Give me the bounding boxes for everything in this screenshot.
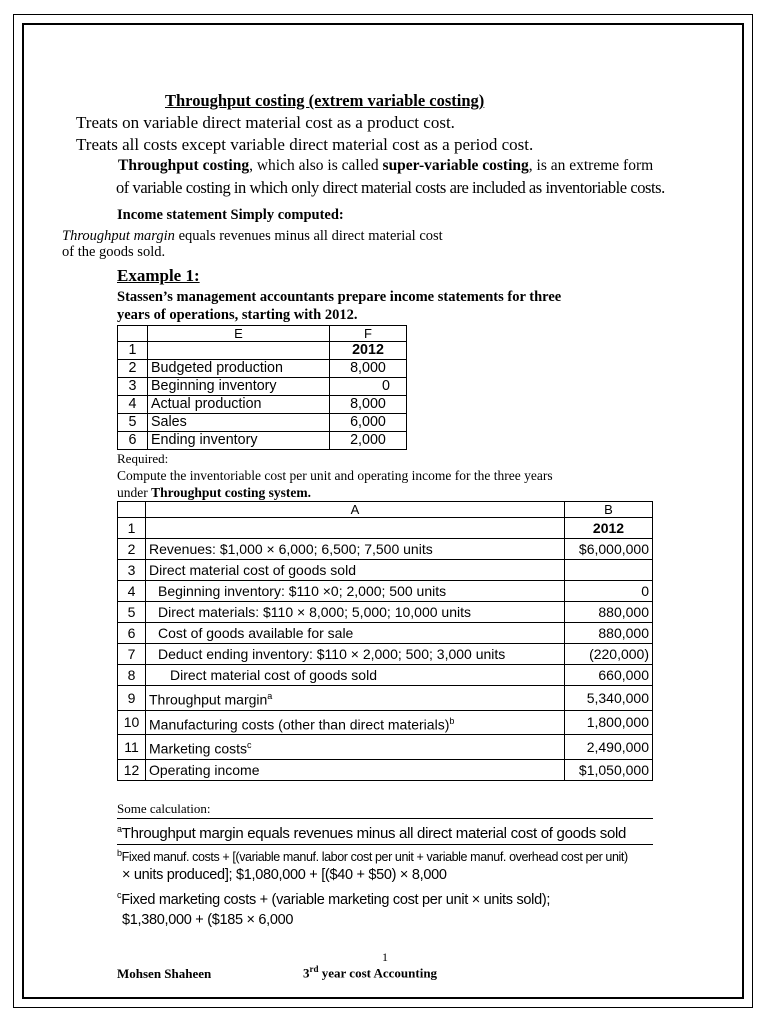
table-row: 3 Direct material cost of goods sold <box>118 560 653 581</box>
required-label: Required: <box>117 451 169 466</box>
table-header-row <box>118 502 653 518</box>
note-rule <box>117 844 653 845</box>
note-b-line-1: $^b$Fixed manuf. costs + [(variable manuf. labor cost per unit + variable manuf. overhead cost per unit) <box>117 848 628 865</box>
table-header-row <box>118 326 407 342</box>
table-row: 2 Revenues: $1,000 × 6,000; 6,500; 7,500 units $6,000,000 <box>118 539 653 560</box>
column-header-b: B <box>565 502 653 518</box>
definition-line-1: Throughput costing, which also is called super-variable costing, is an extreme form <box>118 157 654 174</box>
throughput-income-table <box>117 501 653 781</box>
example-text-2: years of operations, starting with 2012. <box>117 307 358 323</box>
note-c-line-2: $1,380,000 + ($185 × 6,000 <box>122 912 294 928</box>
footer-course: 3rd year cost Accounting <box>303 964 438 981</box>
production-table <box>117 325 407 450</box>
calculation-label: Some calculation: <box>117 801 211 816</box>
table-row: 3 Beginning inventory 0 <box>118 378 407 396</box>
definition-line-2: of variable costing in which only direct material costs are included as inventoriable costs. <box>116 178 665 197</box>
table-row: 1 2012 <box>118 342 407 360</box>
table-row: 4 Beginning inventory: $110 ×0; 2,000; 500 units 0 <box>118 581 653 602</box>
table-row: 2 Budgeted production 8,000 <box>118 360 407 378</box>
table-row: 7 Deduct ending inventory: $110 × 2,000; 500; 3,000 units (220,000) <box>118 644 653 665</box>
example-title: Example 1: <box>117 266 200 285</box>
table-row: 6 Ending inventory 2,000 <box>118 432 407 450</box>
example-text-1: Stassen’s management accountants prepare income statements for three <box>117 289 562 305</box>
footer-author: Mohsen Shaheen <box>117 966 212 981</box>
column-header-f: F <box>330 326 407 342</box>
table-row: 5 Sales 6,000 <box>118 414 407 432</box>
table-row: 9 Throughput margin$^a$ 5,340,000 <box>118 686 653 711</box>
table-row: 6 Cost of goods available for sale 880,000 <box>118 623 653 644</box>
intro-line-2: Treats all costs except variable direct material cost as a period cost. <box>76 135 534 154</box>
page-title: Throughput costing (extrem variable costing) <box>165 91 485 110</box>
definition-term-2: super-variable costing <box>382 157 529 174</box>
calculation-rule <box>117 818 653 819</box>
note-c-line-1: $^c$Fixed marketing costs + (variable marketing cost per unit × units sold); <box>117 890 551 908</box>
page-number: 1 <box>382 950 388 964</box>
table-row: 8 Direct material cost of goods sold 660,000 <box>118 665 653 686</box>
table-row: 5 Direct materials: $110 × 8,000; 5,000; 10,000 units 880,000 <box>118 602 653 623</box>
column-header-a: A <box>146 502 565 518</box>
definition-term-1: Throughput costing <box>118 157 250 174</box>
table-row: 1 2012 <box>118 518 653 539</box>
note-b-line-2: × units produced]; $1,080,000 + [($40 + $50) × 8,000 <box>122 867 447 883</box>
margin-definition-line-2: of the goods sold. <box>62 244 166 260</box>
intro-line-1: Treats on variable direct material cost as a product cost. <box>76 113 455 132</box>
table-row: 12 Operating income $1,050,000 <box>118 759 653 780</box>
required-text-1: Compute the inventoriable cost per unit and operating income for the three years <box>117 468 553 483</box>
required-text-2: under Throughput costing system. <box>117 485 312 500</box>
column-header-e: E <box>148 326 330 342</box>
note-a: $^a$Throughput margin equals revenues minus all direct material cost of goods sold <box>117 824 627 842</box>
table-row: 11 Marketing costs$^c$ 2,490,000 <box>118 735 653 760</box>
income-statement-label: Income statement Simply computed: <box>117 207 344 223</box>
table-row: 10 Manufacturing costs (other than direct materials)$^b$ 1,800,000 <box>118 710 653 735</box>
table-row: 4 Actual production 8,000 <box>118 396 407 414</box>
margin-definition-line-1: Throughput margin equals revenues minus all direct material cost <box>62 228 443 244</box>
